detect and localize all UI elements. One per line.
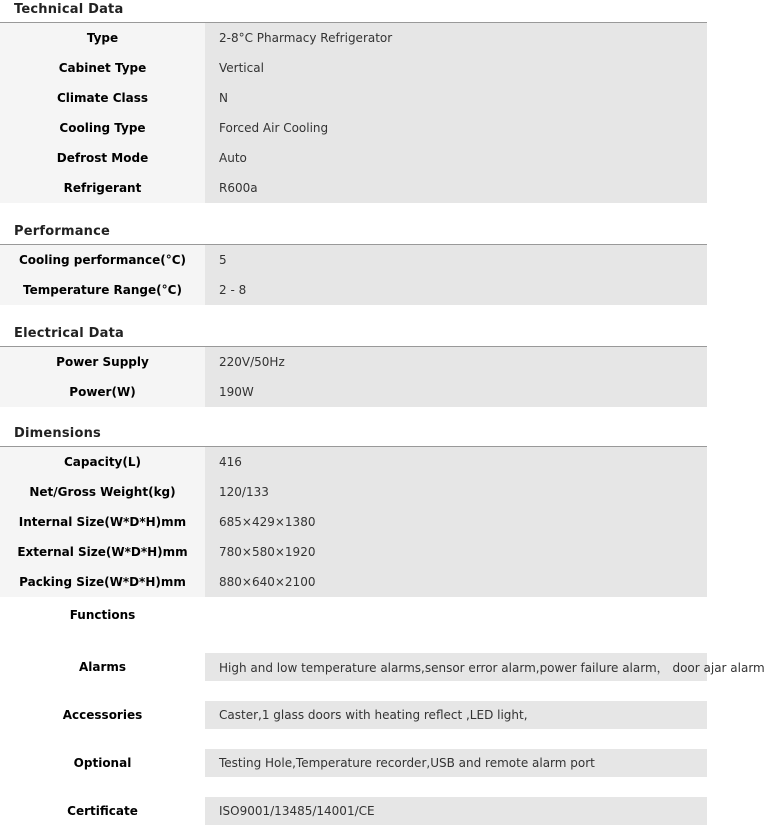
spec-value-text: 220V/50Hz xyxy=(219,355,285,369)
spec-value-text: R600a xyxy=(219,181,258,195)
electrical-data-header xyxy=(0,324,707,347)
spec-value-text: 416 xyxy=(219,455,242,469)
spec-label: Climate Class xyxy=(0,83,205,113)
spec-value xyxy=(205,113,707,143)
spec-label: Net/Gross Weight(kg) xyxy=(0,477,205,507)
section-title: Technical Data xyxy=(14,2,124,17)
spec-row-optional xyxy=(0,749,707,777)
spec-row-power xyxy=(0,377,707,407)
spec-value-text: 2-8°C Pharmacy Refrigerator xyxy=(219,31,393,45)
spec-value xyxy=(205,53,707,83)
functions-label: Functions xyxy=(69,608,136,622)
spec-value-text: 2 - 8 xyxy=(219,283,247,297)
spec-row-refrigerant xyxy=(0,173,707,203)
spec-value xyxy=(205,447,707,477)
spec-value xyxy=(205,797,707,825)
spec-label: Power Supply xyxy=(0,347,205,377)
section-title: Electrical Data xyxy=(14,326,124,341)
spec-label: Refrigerant xyxy=(0,173,205,203)
spec-label: Type xyxy=(0,23,205,53)
performance-header xyxy=(0,222,707,245)
spec-value-text: 780×580×1920 xyxy=(219,545,316,559)
spec-value-text: Testing Hole,Temperature recorder,USB and remote alarm port xyxy=(219,756,595,770)
spec-value-text: 880×640×2100 xyxy=(219,575,316,589)
spec-value-text: Auto xyxy=(219,151,247,165)
spec-value-text: 190W xyxy=(219,385,254,399)
spec-value-text: High and low temperature alarms,sensor error alarm,power failure alarm， door ajar alarm xyxy=(219,660,765,675)
spec-row-cooling-type xyxy=(0,113,707,143)
spec-value xyxy=(205,749,707,777)
spec-label: Accessories xyxy=(62,708,143,722)
spec-value xyxy=(205,377,707,407)
spec-value xyxy=(205,653,765,681)
spec-label: Cooling Type xyxy=(0,113,205,143)
dimensions-header xyxy=(0,424,707,447)
spec-value-text: Caster,1 glass doors with heating reflect ,LED light, xyxy=(219,708,528,722)
spec-row-capacity xyxy=(0,447,707,477)
spec-label: Defrost Mode xyxy=(0,143,205,173)
spec-label: Optional xyxy=(73,756,132,770)
spec-row-cabinet-type xyxy=(0,53,707,83)
spec-label: Cabinet Type xyxy=(0,53,205,83)
spec-label: Packing Size(W*D*H)mm xyxy=(0,567,205,597)
spec-value-text: 685×429×1380 xyxy=(219,515,316,529)
spec-value-text: Forced Air Cooling xyxy=(219,121,329,135)
spec-row-defrost-mode xyxy=(0,143,707,173)
spec-label: Power(W) xyxy=(0,377,205,407)
spec-value-text: 5 xyxy=(219,253,227,267)
spec-row-external-size xyxy=(0,537,707,567)
spec-label: External Size(W*D*H)mm xyxy=(0,537,205,567)
spec-value-text: ISO9001/13485/14001/CE xyxy=(219,804,375,818)
spec-row-alarms xyxy=(0,653,765,681)
technical-data-header xyxy=(0,0,707,23)
spec-label: Temperature Range(°C) xyxy=(0,275,205,305)
spec-value xyxy=(205,23,707,53)
spec-value xyxy=(205,173,707,203)
spec-row-internal-size xyxy=(0,507,707,537)
spec-label: Internal Size(W*D*H)mm xyxy=(0,507,205,537)
spec-value-text: 120/133 xyxy=(219,485,269,499)
spec-row-weight xyxy=(0,477,707,507)
spec-value xyxy=(205,245,707,275)
spec-value xyxy=(205,275,707,305)
spec-row-accessories xyxy=(0,701,707,729)
spec-value xyxy=(205,537,707,567)
spec-value xyxy=(205,477,707,507)
spec-row-type xyxy=(0,23,707,53)
spec-row-certificate xyxy=(0,797,707,825)
spec-value xyxy=(205,567,707,597)
spec-label: Alarms xyxy=(78,660,127,674)
spec-row-temperature-range xyxy=(0,275,707,305)
spec-value xyxy=(205,83,707,113)
functions-heading-row xyxy=(0,601,707,629)
section-title: Dimensions xyxy=(14,426,101,441)
spec-row-cooling-performance xyxy=(0,245,707,275)
spec-row-power-supply xyxy=(0,347,707,377)
spec-row-packing-size xyxy=(0,567,707,597)
spec-value xyxy=(205,347,707,377)
spec-value xyxy=(205,701,707,729)
spec-row-climate-class xyxy=(0,83,707,113)
spec-value-text: Vertical xyxy=(219,61,264,75)
spec-value xyxy=(205,143,707,173)
spec-label: Cooling performance(°C) xyxy=(0,245,205,275)
section-title: Performance xyxy=(14,224,111,239)
spec-value-text: N xyxy=(219,91,228,105)
spec-label: Capacity(L) xyxy=(0,447,205,477)
spec-label: Certificate xyxy=(67,804,138,818)
spec-value xyxy=(205,507,707,537)
